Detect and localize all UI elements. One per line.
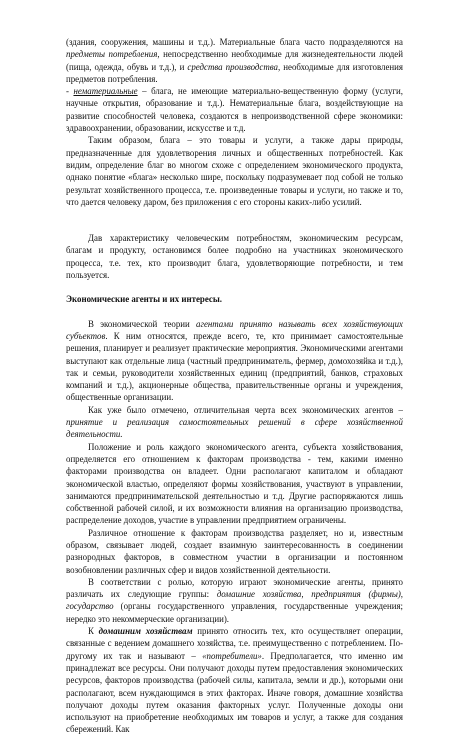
paragraph-households (66, 625, 403, 736)
paragraph-factor-relations: Различное отношение к факторам производства разделяет, но и, известным образом, связывает людей, создает взаимную заинтересованность в соединении разнородных факторов, в совместном участии в организации и постоянном возобновлении различных сфер и видов хозяйственной деятельности. (66, 527, 403, 575)
paragraph-material-goods (66, 36, 403, 85)
text: . К ним относятся, прежде всего, те, кто принимает самостоятельные решения, планирует и реализует практические мероприятия. Экономическими агентами выступают как отдельные лица (частный предприниматель, фермер, домохозяйка и т.д.), так и семьи, руководители хозяйственных единиц (предприятий, банков, страховых компаний и т.д.), акционерные общества, правительственные органы и учреждения, общественные организации. (66, 330, 403, 403)
term-consumers: «потребители» (202, 650, 262, 661)
text: (органы государственного управления, государственные учреждения; нередко это некоммерческие организации). (66, 601, 403, 624)
term-consumer-goods: предметы потребления (66, 49, 158, 60)
paragraph-transition: Дав характеристику человеческим потребностям, экономическим ресурсам, благам и продукту, остановимся более подробно на участниках экономического процесса, т.е. тех, кто производит блага, удовлетворяющие потребности, и тем пользуется. (66, 233, 403, 281)
term-intangible: нематериальные (73, 86, 138, 97)
text: . Предполагается, что именно им принадлежат все ресурсы. Они получают доходы путем предоставления экономических ресурсов, факторов производства (рабочей силы, капитала, земли и др.), которыми они располагают, всем нуждающимся в этих факторах. Иначе говоря, домашние хозяйства получают доходы путем оказания факторных услуг. Полученные доходы они используют на приобретение необходимых им товаров и услуг, а также для создания сбережений. Как (66, 650, 404, 735)
term-means-of-production: средства производства (187, 61, 278, 72)
term-agents: агентами принято называть всех хозяйствующих субъектов (66, 318, 403, 341)
term-independent-decisions: принятие и реализация самостоятельных решений в сфере хозяйственной деятельности. (66, 417, 403, 440)
paragraph-agents-feature (66, 404, 403, 441)
text: В соответствии с ролью, которую играют экономические агенты, принято различать их следующие группы: (66, 576, 403, 600)
spacer (66, 208, 403, 232)
text: - (66, 86, 74, 97)
text: (здания, сооружения, машины и т.д.). Материальные блага часто подразделяются на (66, 37, 403, 47)
text: Как уже было отмечено, отличительная черта всех экономических агентов – (88, 404, 403, 415)
paragraph-agent-role: Положение и роль каждого экономического агента, субъекта хозяйствования, определяется его отношением к факторам производства - тем, какими именно факторами производства он владеет. Одни располагают капиталом и обладают экономической властью, определяют формы хозяйствования, участвуют в управлении, занимаются предпринимательской деятельностью и т.д. Другие распоряжаются лишь собственной рабочей силой, и их возможности влияния на организацию производства, распределение доходов, участие в управлении предприятием ограничены. (66, 441, 403, 526)
term-agent-groups: домашние хозяйства, предприятия (фирмы), государство (66, 589, 404, 612)
text: В экономической теории (88, 318, 197, 329)
text: – блага, не имеющие материально-вещественную форму (услуги, научные открытия, образование и т.д.). Нематериальные блага, воздействующие на развитие способностей человека, создаются в непроизводственной сфере экономики: здравоохранении, образовании, искусстве и т.д. (66, 86, 403, 134)
text: , необходимые для изготовления предметов потребления. (66, 61, 404, 84)
paragraph-intangible-goods (66, 85, 403, 134)
paragraph-agents-definition (66, 318, 403, 404)
text: , непосредственно необходимые для жизнедеятельности людей (пища, одежда, обувь и т.д.), и (66, 49, 403, 72)
spacer (66, 306, 403, 318)
spacer (66, 281, 403, 293)
term-households: домашним хозяйствам (98, 626, 193, 637)
paragraph-goods-definition: Таким образом, блага – это товары и услуги, а также дары природы, предназначенные для удовлетворения личных и общественных потребностей. Как видим, определение благ во многом схоже с определением экономического продукта, однако понятие «блага» несколько шире, поскольку подразумевает под собой не только результат хозяйственного процесса, т.е. произведенные товары и услуги, но также и то, что дается человеку даром, без приложения с его стороны каких-либо усилий. (66, 135, 403, 207)
section-heading: Экономические агенты и их интересы. (66, 294, 222, 305)
text: К (88, 626, 99, 637)
text: принято относить тех, кто осуществляет операции, связанные с ведением домашнего хозяйства, т.е. преимущественно с потреблением. По-другому их так и называют – (66, 626, 403, 661)
paragraph-agent-groups (66, 576, 403, 625)
